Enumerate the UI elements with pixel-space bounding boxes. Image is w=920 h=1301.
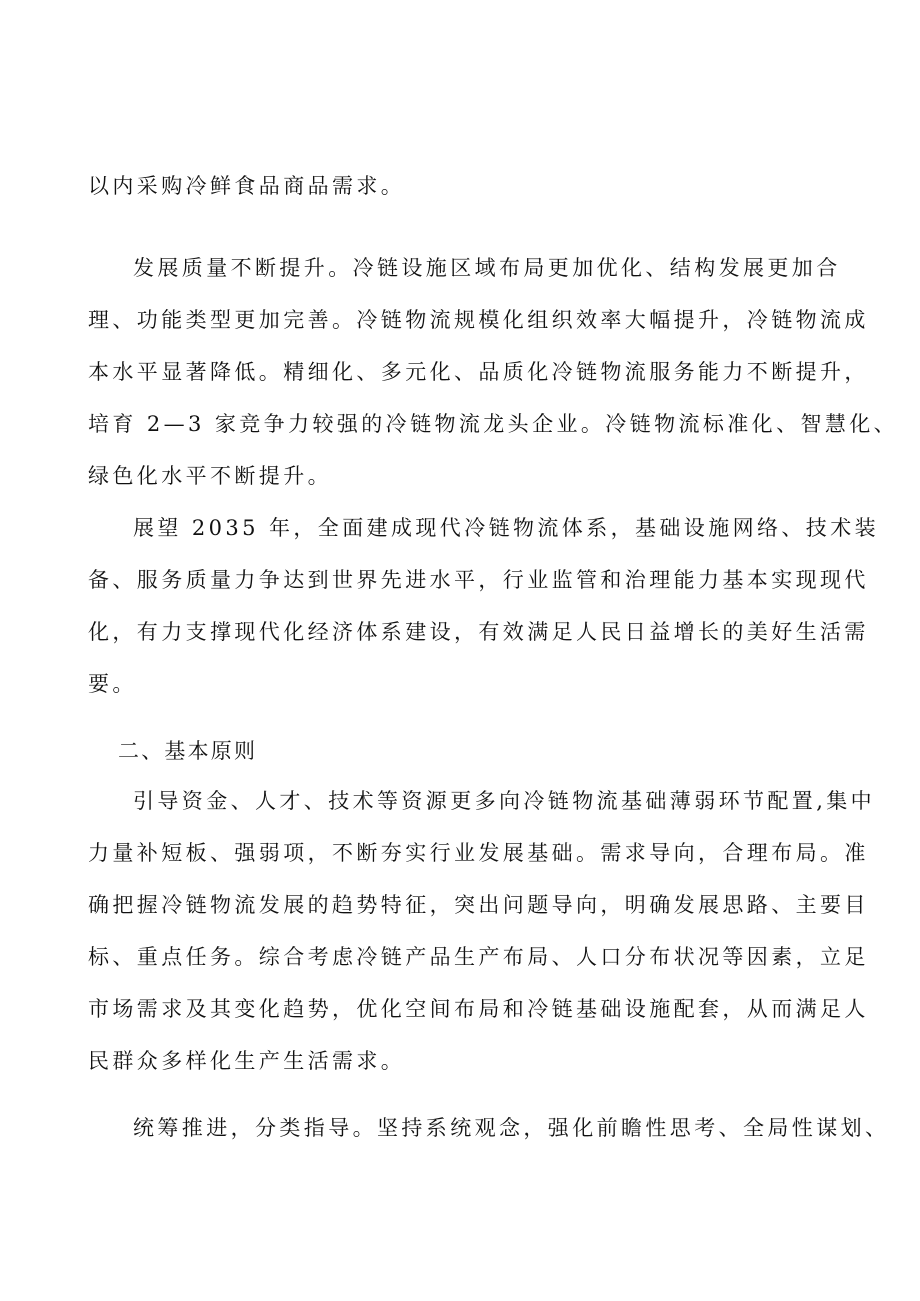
text-line: 理、功能类型更加完善。冷链物流规模化组织效率大幅提升，冷链物流成 — [88, 308, 869, 332]
section-heading: 二、基本原则 — [118, 739, 258, 763]
text-line: 绿色化水平不断提升。 — [88, 464, 332, 488]
text-line: 民群众多样化生产生活需求。 — [88, 1049, 406, 1073]
text-line: 统筹推进，分类指导。坚持系统观念，强化前瞻性思考、全局性谋划、 — [133, 1116, 890, 1140]
text-line: 本水平显著降低。精细化、多元化、品质化冷链物流服务能力不断提升， — [88, 360, 869, 384]
text-line: 引导资金、人才、技术等资源更多向冷链物流基础薄弱环节配置,集中 — [133, 789, 876, 813]
text-line: 力量补短板、强弱项，不断夯实行业发展基础。需求导向，合理布局。准 — [88, 841, 869, 865]
text-line: 展望 2035 年，全面建成现代冷链物流体系，基础设施网络、技术装 — [133, 516, 879, 540]
text-line: 确把握冷链物流发展的趋势特征，突出问题导向，明确发展思路、主要目 — [88, 893, 869, 917]
text-line: 市场需求及其变化趋势，优化空间布局和冷链基础设施配套，从而满足人 — [88, 997, 869, 1021]
text-line: 培育 2—3 家竞争力较强的冷链物流龙头企业。冷链物流标准化、智慧化、 — [88, 412, 899, 436]
text-line: 备、服务质量力争达到世界先进水平，行业监管和治理能力基本实现现代 — [88, 568, 869, 592]
text-line: 发展质量不断提升。冷链设施区域布局更加优化、结构发展更加合 — [133, 256, 841, 280]
text-line: 化，有力支撑现代化经济体系建设，有效满足人民日益增长的美好生活需 — [88, 620, 869, 644]
text-line: 要。 — [88, 672, 137, 696]
text-line: 以内采购冷鲜食品商品需求。 — [88, 174, 406, 198]
text-line: 标、重点任务。综合考虑冷链产品生产布局、人口分布状况等因素，立足 — [88, 945, 869, 969]
